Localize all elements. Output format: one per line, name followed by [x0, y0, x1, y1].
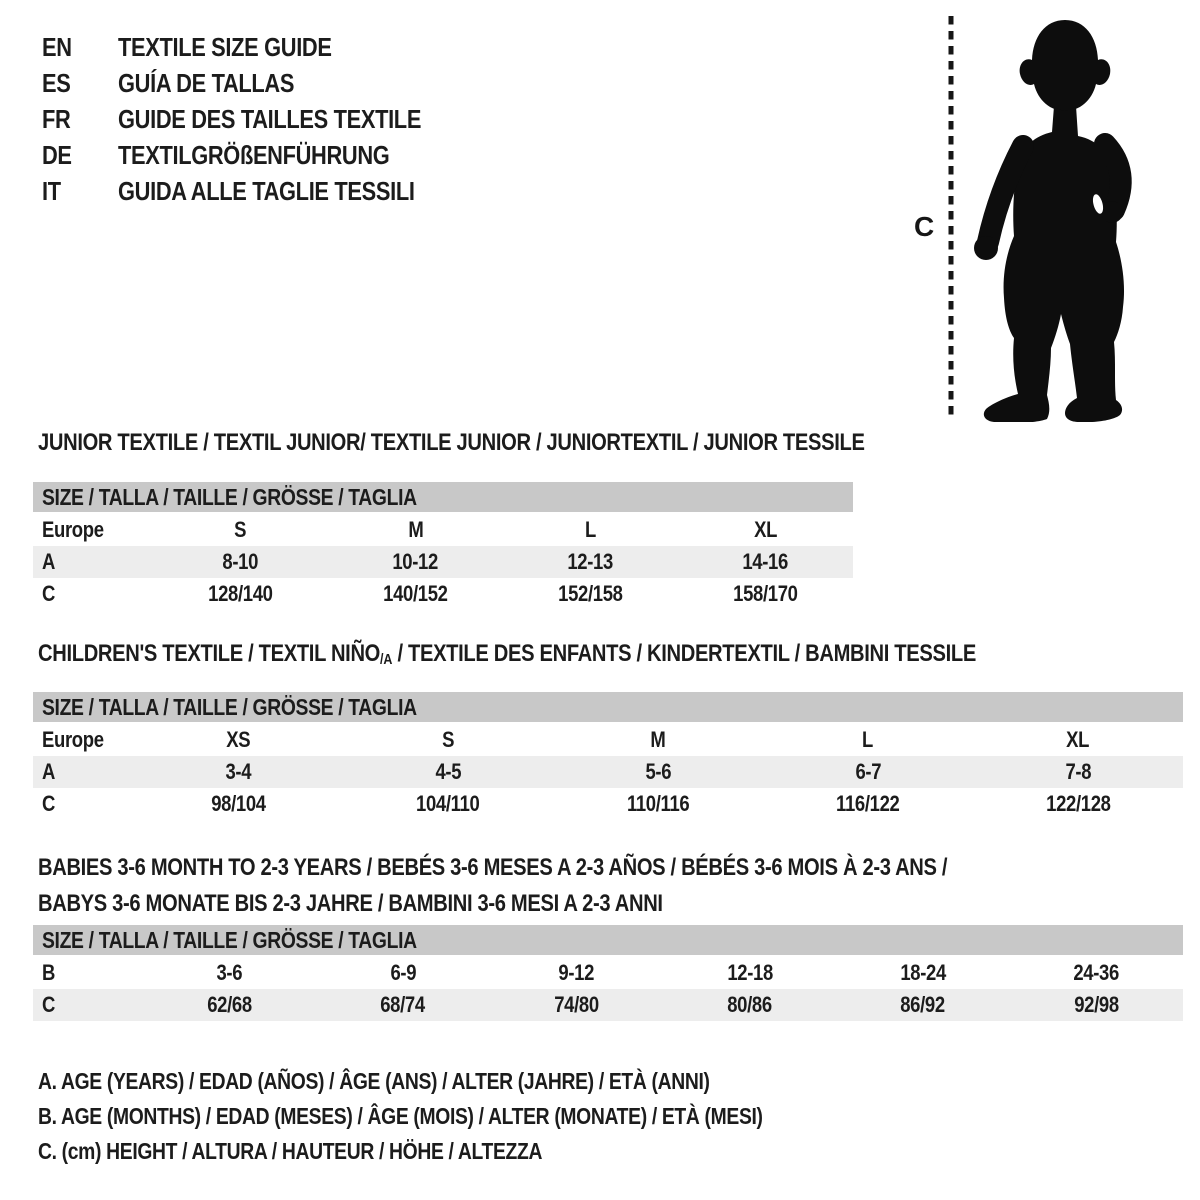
language-code-cell: [42, 68, 118, 99]
size-cell: XL: [1066, 727, 1090, 752]
language-title: [118, 68, 328, 99]
size-cell: 4-5: [435, 759, 461, 784]
row-label: B: [42, 960, 56, 985]
size-cell: 104/110: [416, 791, 480, 816]
babies-section-title: [38, 850, 1120, 922]
legend-line-a-text: A. AGE (YEARS) / EDAD (AÑOS) / ÂGE (ANS) / ALTER (JAHRE) / ETÀ (ANNI): [38, 1068, 710, 1094]
junior-section-title: [38, 429, 1022, 456]
children-title-pre: CHILDREN'S TEXTILE / TEXTIL NIÑO: [38, 640, 381, 667]
children-table-rows: [33, 724, 1183, 820]
size-cell: 128/140: [208, 581, 273, 606]
size-cell: 18-24: [900, 960, 946, 985]
legend-line-c-text: C. (cm) HEIGHT / ALTURA / HAUTEUR / HÖHE / ALTEZZA: [38, 1138, 543, 1164]
table-row: [33, 546, 853, 578]
size-cell: 92/98: [1074, 992, 1119, 1017]
babies-title-line1: [38, 850, 1120, 886]
size-header-bar: [33, 925, 1183, 955]
size-cell: 110/116: [626, 791, 690, 816]
size-cell: 86/92: [900, 992, 946, 1017]
baby-silhouette-icon: [974, 20, 1124, 422]
size-header-text: SIZE / TALLA / TAILLE / GRÖSSE / TAGLIA: [42, 693, 417, 720]
size-header-bar: [33, 692, 1183, 722]
legend-line-b-text: B. AGE (MONTHS) / EDAD (MESES) / ÂGE (MOIS) / ALTER (MONATE) / ETÀ (MESI): [38, 1103, 763, 1129]
height-label: C: [914, 211, 935, 242]
size-cell: 68/74: [380, 992, 426, 1017]
language-code-cell: [42, 32, 118, 63]
size-cell: 5-6: [645, 759, 671, 784]
babies-title-line2: [38, 886, 1120, 922]
children-section-title-text: [38, 640, 976, 671]
language-code: EN: [42, 31, 72, 62]
language-code-cell: [42, 176, 118, 207]
language-title-list: [42, 29, 479, 209]
size-cell: 80/86: [727, 992, 772, 1017]
row-label: C: [42, 791, 56, 816]
size-cell: XL: [754, 517, 777, 542]
babies-title-line2-text: BABYS 3-6 MONATE BIS 2-3 JAHRE / BAMBINI 3-6 MESI A 2-3 ANNI: [38, 890, 663, 917]
size-cell: 14-16: [742, 549, 789, 574]
size-cell: 12-18: [726, 960, 773, 985]
children-size-table: [33, 692, 1183, 820]
language-title: [118, 104, 479, 135]
legend-line-c: [38, 1134, 901, 1169]
junior-size-table: [33, 482, 853, 610]
size-cell: 3-6: [216, 960, 243, 985]
table-row: [33, 957, 1183, 989]
size-cell: S: [234, 517, 247, 542]
table-row: [33, 989, 1183, 1021]
row-label: Europe: [42, 517, 104, 542]
table-row: [33, 724, 1183, 756]
size-header-bar: [33, 482, 853, 512]
row-label: C: [42, 992, 56, 1017]
size-cell: 3-4: [225, 759, 251, 784]
baby-height-figure: [905, 12, 1155, 422]
size-cell: 8-10: [222, 549, 259, 574]
size-cell: 24-36: [1073, 960, 1120, 985]
language-title-text: GUIDA ALLE TAGLIE TESSILI: [118, 175, 415, 206]
children-section-title: [38, 640, 1155, 671]
junior-table-rows: [33, 514, 853, 610]
children-title-post: / TEXTILE DES ENFANTS / KINDERTEXTIL / BAMBINI TESSILE: [392, 640, 976, 667]
babies-title-line1-text: BABIES 3-6 MONTH TO 2-3 YEARS / BEBÉS 3-6 MESES A 2-3 AÑOS / BÉBÉS 3-6 MOIS À 2-3 ANS /: [38, 854, 948, 881]
row-label: A: [42, 549, 56, 574]
language-title-text: TEXTILE SIZE GUIDE: [118, 31, 332, 62]
legend-line-a: [38, 1064, 901, 1099]
size-cell: 122/128: [1045, 791, 1111, 816]
size-cell: 6-7: [855, 759, 881, 784]
size-cell: M: [407, 517, 424, 542]
language-row: [42, 65, 479, 101]
row-label: Europe: [42, 727, 104, 752]
language-title-text: GUIDE DES TAILLES TEXTILE: [118, 103, 422, 134]
size-cell: 62/68: [207, 992, 252, 1017]
babies-table-rows: [33, 957, 1183, 1021]
size-cell: 7-8: [1065, 759, 1091, 784]
row-label: A: [42, 759, 56, 784]
language-code: ES: [42, 67, 71, 98]
size-cell: 152/158: [558, 581, 623, 606]
language-code-cell: [42, 140, 118, 171]
legend-line-b: [38, 1099, 901, 1134]
language-code: IT: [42, 175, 61, 206]
size-cell: 98/104: [210, 791, 266, 816]
table-row: [33, 756, 1183, 788]
size-cell: 6-9: [390, 960, 416, 985]
size-cell: 74/80: [554, 992, 599, 1017]
size-cell: 116/122: [836, 791, 900, 816]
language-title: [118, 176, 471, 207]
language-row: [42, 29, 479, 65]
size-cell: 140/152: [383, 581, 448, 606]
language-code-cell: [42, 104, 118, 135]
size-cell: 10-12: [392, 549, 439, 574]
language-row: [42, 101, 479, 137]
size-cell: M: [650, 727, 666, 752]
size-header-text: SIZE / TALLA / TAILLE / GRÖSSE / TAGLIA: [42, 926, 417, 953]
size-cell: S: [442, 727, 454, 752]
size-cell: 158/170: [733, 581, 798, 606]
babies-size-table: [33, 925, 1183, 1021]
size-cell: 12-13: [567, 549, 614, 574]
language-row: [42, 137, 479, 173]
language-code: FR: [42, 103, 71, 134]
junior-section-title-text: JUNIOR TEXTILE / TEXTIL JUNIOR/ TEXTILE JUNIOR / JUNIORTEXTIL / JUNIOR TESSILE: [38, 429, 865, 456]
size-cell: XS: [226, 727, 250, 752]
language-title: [118, 140, 441, 171]
table-row: [33, 578, 853, 610]
measurement-legend: [38, 1064, 901, 1169]
language-title-text: TEXTILGRÖßENFÜHRUNG: [118, 139, 390, 170]
size-cell: L: [862, 727, 874, 752]
language-title-text: GUÍA DE TALLAS: [118, 67, 295, 98]
language-code: DE: [42, 139, 72, 170]
row-label: C: [42, 581, 56, 606]
table-row: [33, 514, 853, 546]
language-row: [42, 173, 479, 209]
children-title-subscript: /A: [380, 652, 393, 669]
table-row: [33, 788, 1183, 820]
size-cell: L: [585, 517, 596, 542]
size-header-text: SIZE / TALLA / TAILLE / GRÖSSE / TAGLIA: [42, 483, 417, 510]
size-cell: 9-12: [558, 960, 595, 985]
language-title: [118, 32, 372, 63]
